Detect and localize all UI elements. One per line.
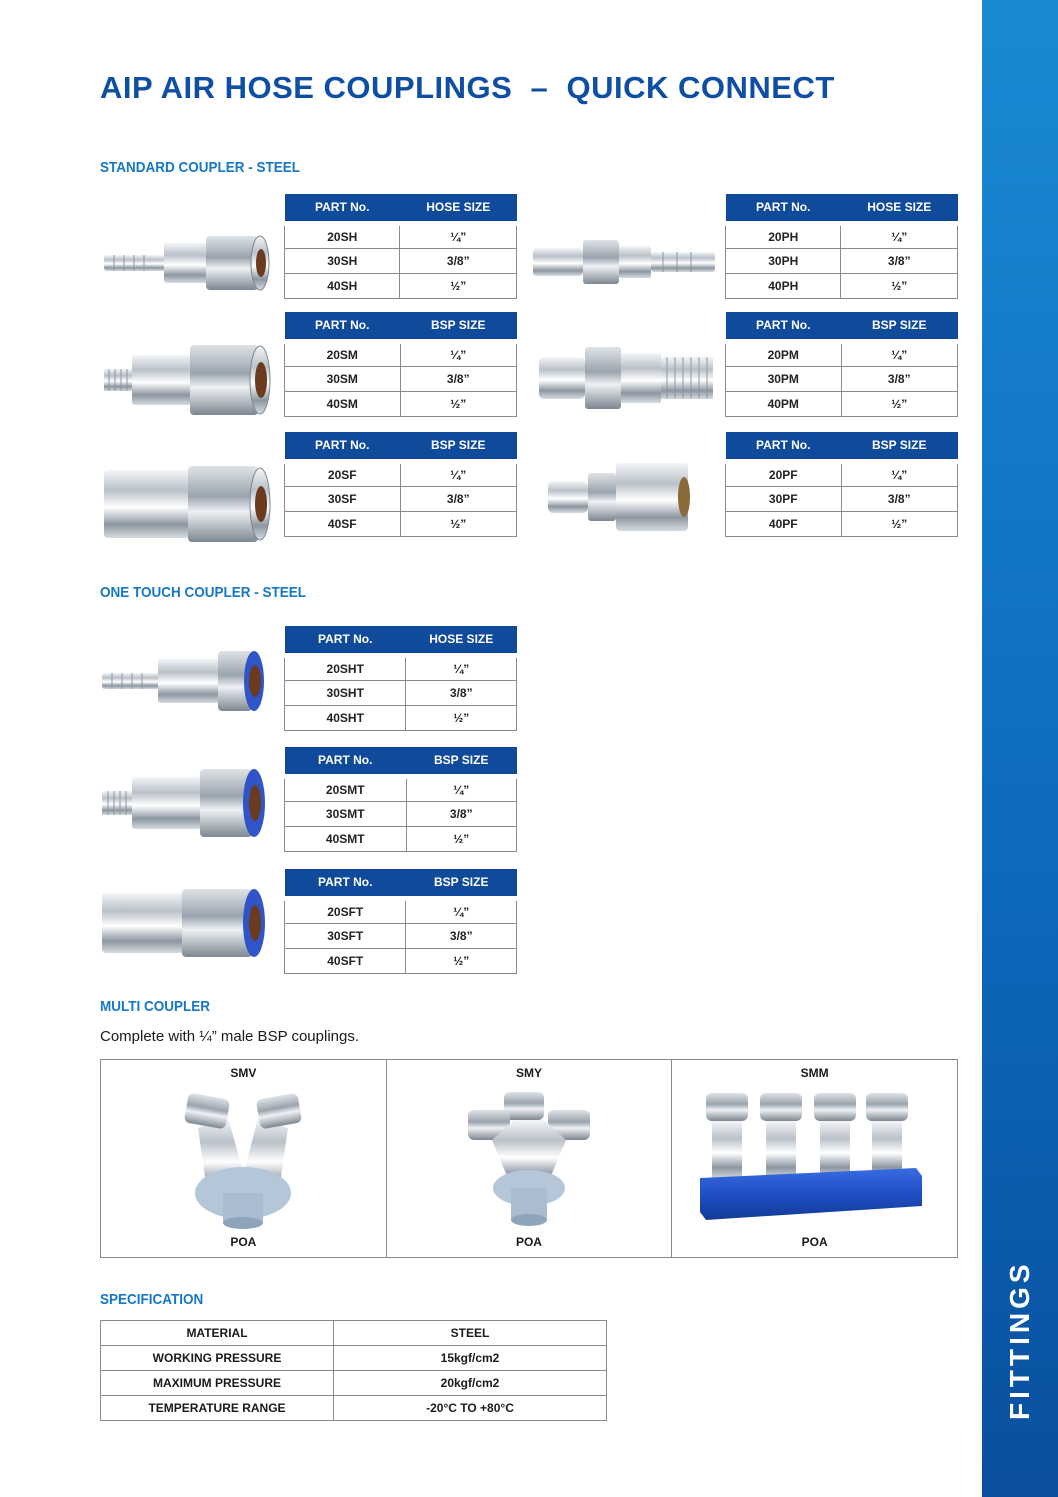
part-no: 30PH (726, 248, 841, 273)
page-title: AIP AIR HOSE COUPLINGS – QUICK CONNECT (100, 70, 835, 105)
specification-heading: SPECIFICATION (100, 1291, 204, 1308)
spec-table-sh (284, 194, 517, 299)
table-row (285, 948, 517, 973)
one-touch-female-image (100, 885, 270, 961)
size: ¼” (400, 341, 516, 366)
product-price: POA (801, 1235, 828, 1249)
spec-label: TEMPERATURE RANGE (101, 1396, 334, 1421)
col-header-size: BSP SIZE (841, 432, 957, 461)
col-header-size: HOSE SIZE (841, 194, 958, 223)
col-header-part: PART No. (285, 626, 406, 655)
table-row (285, 776, 517, 801)
part-no: 30SFT (285, 923, 406, 948)
table-row (285, 223, 517, 248)
part-no: 20PH (726, 223, 841, 248)
table-row (726, 223, 958, 248)
col-header-size: BSP SIZE (400, 312, 516, 341)
col-header-part: PART No. (285, 432, 401, 461)
multi-coupler-intro: Complete with ¼” male BSP couplings. (100, 1028, 360, 1045)
col-header-size: HOSE SIZE (406, 626, 517, 655)
size: 3/8” (841, 366, 957, 391)
part-no: 40SH (285, 273, 400, 298)
part-no: 20SM (285, 341, 401, 366)
spec-value: STEEL (334, 1321, 607, 1346)
spec-value: 15kgf/cm2 (334, 1346, 607, 1371)
table-row (101, 1321, 607, 1346)
product-name: SMV (230, 1066, 257, 1080)
table-row (285, 826, 517, 851)
table-row (285, 391, 517, 416)
col-header-size: BSP SIZE (406, 747, 517, 776)
part-no: 20PM (726, 341, 842, 366)
table-row (285, 680, 517, 705)
size: ½” (400, 511, 516, 536)
spec-label: WORKING PRESSURE (101, 1346, 334, 1371)
size: ¼” (841, 341, 957, 366)
part-no: 30SH (285, 248, 400, 273)
part-no: 30SF (285, 486, 401, 511)
product-name: SMM (800, 1066, 829, 1080)
table-row (726, 366, 958, 391)
plug-female-image (546, 459, 694, 535)
size: ¼” (841, 461, 957, 486)
spec-label: MATERIAL (101, 1321, 334, 1346)
table-row (726, 461, 958, 486)
one-touch-male-image (100, 765, 270, 841)
spec-value: -20°C TO +80°C (334, 1396, 607, 1421)
col-header-part: PART No. (285, 194, 400, 223)
spec-table-pf (725, 432, 958, 537)
spec-value: 20kgf/cm2 (334, 1371, 607, 1396)
spec-table-sft (284, 869, 517, 974)
part-no: 40SMT (285, 826, 407, 851)
table-row (285, 898, 517, 923)
size: ½” (406, 705, 517, 730)
plug-hose-image (529, 234, 719, 290)
spec-table-ph (725, 194, 958, 299)
table-row (285, 923, 517, 948)
table-row (726, 486, 958, 511)
part-no: 20SFT (285, 898, 406, 923)
size: 3/8” (400, 248, 517, 273)
col-header-size: BSP SIZE (406, 869, 517, 898)
table-row (726, 273, 958, 298)
multi-coupler-heading: MULTI COUPLER (100, 998, 210, 1015)
product-name: SMY (515, 1066, 542, 1080)
size: ¼” (841, 223, 958, 248)
part-no: 20SHT (285, 655, 406, 680)
col-header-part: PART No. (285, 869, 406, 898)
part-no: 40SHT (285, 705, 406, 730)
part-no: 30SM (285, 366, 401, 391)
size: ½” (406, 948, 517, 973)
part-no: 40PM (726, 391, 842, 416)
socket-hose-image (100, 228, 272, 298)
table-row (285, 655, 517, 680)
size: ½” (841, 273, 958, 298)
table-row (726, 341, 958, 366)
spec-table-sf (284, 432, 517, 537)
specification-table (100, 1320, 607, 1421)
table-row (285, 705, 517, 730)
size: ¼” (406, 898, 517, 923)
col-header-part: PART No. (285, 747, 407, 776)
smy-image (464, 1088, 594, 1230)
size: 3/8” (841, 248, 958, 273)
part-no: 30SMT (285, 801, 407, 826)
size: 3/8” (406, 923, 517, 948)
table-row (285, 341, 517, 366)
size: 3/8” (406, 801, 517, 826)
part-no: 40PH (726, 273, 841, 298)
col-header-size: BSP SIZE (841, 312, 957, 341)
multi-coupler-cell-smm (672, 1060, 958, 1258)
socket-male-image (100, 339, 272, 421)
size: ½” (400, 391, 516, 416)
product-price: POA (515, 1235, 542, 1249)
spec-table-sm (284, 312, 517, 417)
size: 3/8” (406, 680, 517, 705)
size: ½” (841, 511, 957, 536)
size: ¼” (406, 776, 517, 801)
table-row (285, 366, 517, 391)
size: 3/8” (400, 486, 516, 511)
table-row (101, 1396, 607, 1421)
size: ½” (400, 273, 517, 298)
table-row (285, 801, 517, 826)
part-no: 40PF (726, 511, 842, 536)
part-no: 40SM (285, 391, 401, 416)
part-no: 20PF (726, 461, 842, 486)
table-row (101, 1346, 607, 1371)
table-row (285, 511, 517, 536)
table-row (726, 511, 958, 536)
size: 3/8” (841, 486, 957, 511)
socket-female-image (100, 460, 272, 548)
smm-image (700, 1088, 930, 1230)
table-row (101, 1371, 607, 1396)
part-no: 30PF (726, 486, 842, 511)
plug-male-image (537, 343, 717, 413)
product-price: POA (230, 1235, 257, 1249)
size: 3/8” (400, 366, 516, 391)
one-touch-coupler-heading: ONE TOUCH COUPLER - STEEL (100, 584, 307, 601)
table-row (285, 461, 517, 486)
spec-table-smt (284, 747, 517, 852)
side-tab-label: FITTINGS (1004, 1260, 1035, 1420)
smv-image (178, 1088, 308, 1230)
part-no: 30PM (726, 366, 842, 391)
multi-coupler-cell-smy (386, 1060, 672, 1258)
col-header-part: PART No. (285, 312, 401, 341)
col-header-size: HOSE SIZE (400, 194, 517, 223)
part-no: 40SF (285, 511, 401, 536)
col-header-part: PART No. (726, 194, 841, 223)
col-header-size: BSP SIZE (400, 432, 516, 461)
table-row (726, 248, 958, 273)
size: ½” (841, 391, 957, 416)
col-header-part: PART No. (726, 432, 842, 461)
size: ¼” (406, 655, 517, 680)
part-no: 30SHT (285, 680, 406, 705)
col-header-part: PART No. (726, 312, 842, 341)
multi-coupler-cell-smv (101, 1060, 387, 1258)
table-row (285, 486, 517, 511)
table-row (285, 248, 517, 273)
part-no: 20SMT (285, 776, 407, 801)
one-touch-hose-image (100, 645, 270, 717)
table-row (726, 391, 958, 416)
standard-coupler-heading: STANDARD COUPLER - STEEL (100, 159, 301, 176)
size: ½” (406, 826, 517, 851)
size: ¼” (400, 461, 516, 486)
part-no: 20SH (285, 223, 400, 248)
size: ¼” (400, 223, 517, 248)
spec-label: MAXIMUM PRESSURE (101, 1371, 334, 1396)
multi-coupler-table (100, 1059, 958, 1258)
spec-table-pm (725, 312, 958, 417)
part-no: 20SF (285, 461, 401, 486)
spec-table-sht (284, 626, 517, 731)
table-row (285, 273, 517, 298)
part-no: 40SFT (285, 948, 406, 973)
